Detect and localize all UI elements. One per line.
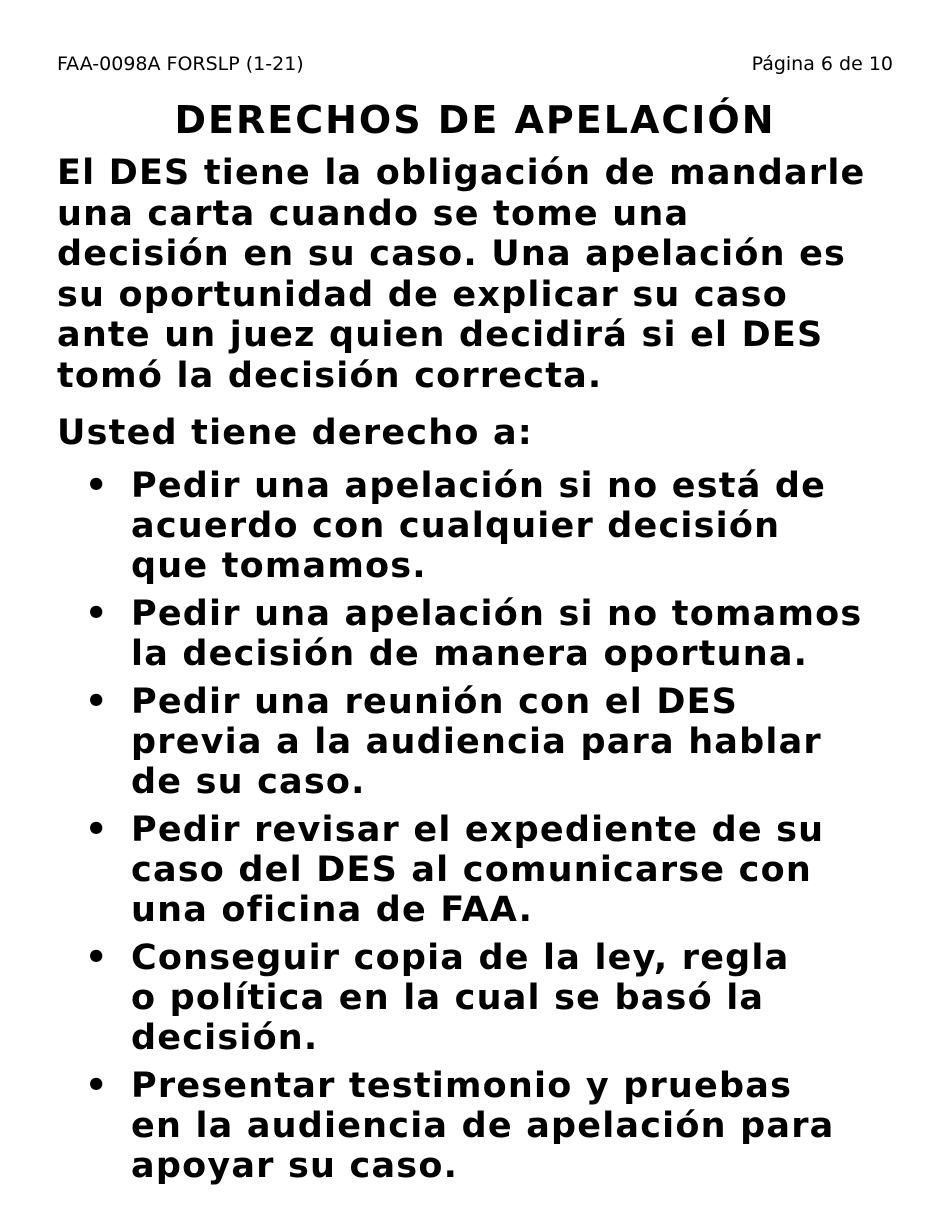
intro-line: su oportunidad de explicar su caso bbox=[57, 274, 788, 315]
intro-line: El DES tiene la obligación de mandarle bbox=[57, 153, 866, 193]
rights-item-line: Pedir una reunión con el DES bbox=[131, 682, 739, 722]
rights-item-line: en la audiencia de apelación para bbox=[131, 1106, 835, 1146]
rights-item-line: que tomamos. bbox=[131, 546, 427, 586]
intro-paragraph bbox=[57, 153, 907, 396]
rights-list bbox=[85, 466, 915, 1194]
rights-item-line: la decisión de manera oportuna. bbox=[131, 634, 809, 674]
rights-list-item bbox=[85, 466, 915, 586]
bullet-icon: • bbox=[85, 594, 109, 634]
rights-list-item bbox=[85, 938, 915, 1058]
intro-line: una carta cuando se tome una bbox=[57, 193, 690, 234]
rights-item-line: una oficina de FAA. bbox=[131, 890, 534, 930]
intro-line: ante un juez quien decidirá si el DES bbox=[57, 315, 824, 355]
rights-item-line: Pedir revisar el expediente de su bbox=[131, 810, 825, 850]
rights-item-line: caso del DES al comunicarse con bbox=[131, 850, 812, 890]
rights-item-line: de su caso. bbox=[131, 762, 366, 802]
form-id: FAA-0098A FORSLP (1-21) bbox=[57, 53, 304, 75]
rights-item-line: Pedir una apelación si no tomamos bbox=[131, 594, 863, 634]
page-number: Página 6 de 10 bbox=[751, 53, 893, 75]
bullet-icon: • bbox=[85, 466, 109, 506]
rights-heading: Usted tiene derecho a: bbox=[57, 413, 533, 453]
rights-item-line: previa a la audiencia para hablar bbox=[131, 722, 822, 762]
rights-list-item bbox=[85, 1066, 915, 1186]
rights-item-line: Presentar testimonio y pruebas bbox=[131, 1066, 793, 1106]
rights-item-line: Conseguir copia de la ley, regla bbox=[131, 938, 790, 978]
bullet-icon: • bbox=[85, 1066, 109, 1106]
rights-list-item bbox=[85, 682, 915, 802]
intro-line: decisión en su caso. Una apelación es bbox=[57, 234, 847, 274]
bullet-icon: • bbox=[85, 810, 109, 850]
rights-item-line: acuerdo con cualquier decisión bbox=[131, 506, 781, 546]
intro-line: tomó la decisión correcta. bbox=[57, 355, 603, 396]
bullet-icon: • bbox=[85, 682, 109, 722]
page-title: DERECHOS DE APELACIÓN bbox=[174, 98, 776, 142]
rights-item-line: apoyar su caso. bbox=[131, 1146, 459, 1186]
bullet-icon: • bbox=[85, 938, 109, 978]
rights-item-line: decisión. bbox=[131, 1018, 319, 1058]
rights-list-item bbox=[85, 810, 915, 930]
rights-item-line: o política en la cual se basó la bbox=[131, 978, 765, 1018]
rights-list-item bbox=[85, 594, 915, 674]
rights-item-line: Pedir una apelación si no está de bbox=[131, 466, 827, 506]
